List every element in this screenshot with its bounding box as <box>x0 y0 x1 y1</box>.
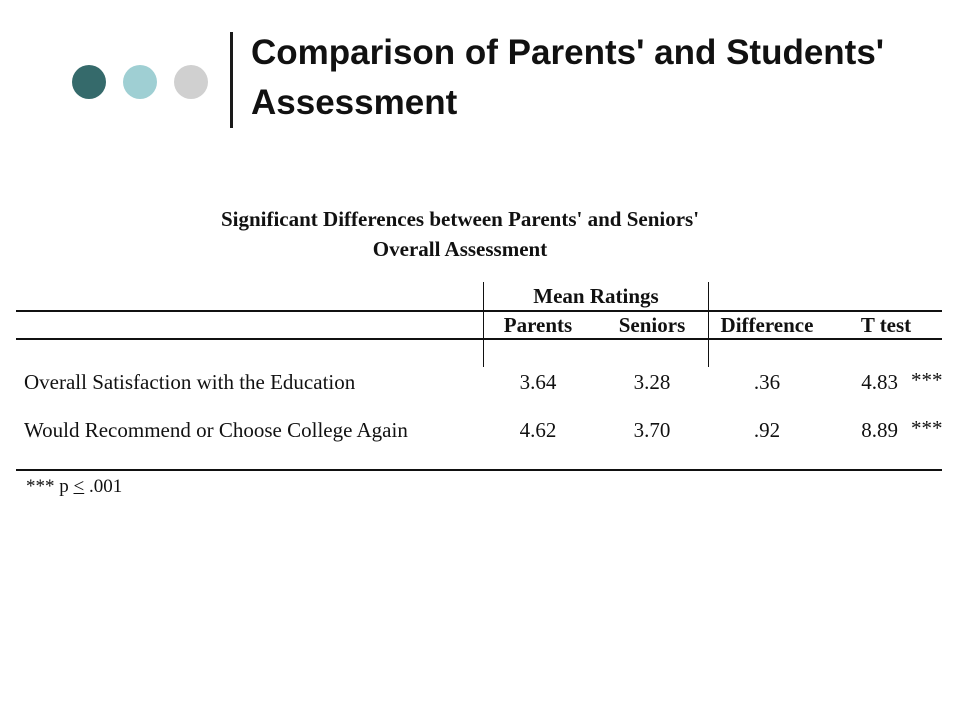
decorative-dot-dark <box>72 65 106 99</box>
table-cell-difference: .36 <box>753 370 781 394</box>
table-cell-seniors: 3.70 <box>633 418 671 442</box>
decorative-dot-gray <box>174 65 208 99</box>
table-title <box>150 204 770 264</box>
table-title-line-2: Overall Assessment <box>372 237 548 261</box>
footnote-suffix: .001 <box>84 476 123 497</box>
table-row-label: Would Recommend or Choose College Again <box>24 418 408 442</box>
table-cell-t-test: 8.89 <box>861 418 898 442</box>
table-title-line-1: Significant Differences between Parents' and Seniors' <box>220 207 700 231</box>
table-cell-t-test: 4.83 <box>861 370 898 394</box>
significance-marker: *** <box>911 368 943 392</box>
table-row-label: Overall Satisfaction with the Education <box>24 370 356 394</box>
column-header-t-test: T test <box>860 313 912 337</box>
mean-ratings-header: Mean Ratings <box>533 284 659 308</box>
table-cell-parents: 3.64 <box>519 370 557 394</box>
table-header-rule <box>16 338 942 340</box>
table-cell-parents: 4.62 <box>519 418 557 442</box>
table-cell-difference: .92 <box>753 418 781 442</box>
column-divider-left <box>483 282 484 367</box>
slide-title: Comparison of Parents' and Students' Assessment <box>251 33 885 122</box>
table-footnote <box>26 476 122 498</box>
footnote-symbol: < <box>73 476 85 497</box>
column-header-difference: Difference <box>720 313 814 337</box>
table-cell-seniors: 3.28 <box>633 370 671 394</box>
column-header-seniors: Seniors <box>618 313 686 337</box>
column-header-parents: Parents <box>503 313 573 337</box>
decorative-dot-teal <box>123 65 157 99</box>
table-bottom-rule <box>16 469 942 471</box>
title-divider <box>230 32 233 128</box>
column-divider-right <box>708 282 709 367</box>
significance-marker: *** <box>911 416 943 440</box>
footnote-prefix: *** p <box>26 476 74 497</box>
